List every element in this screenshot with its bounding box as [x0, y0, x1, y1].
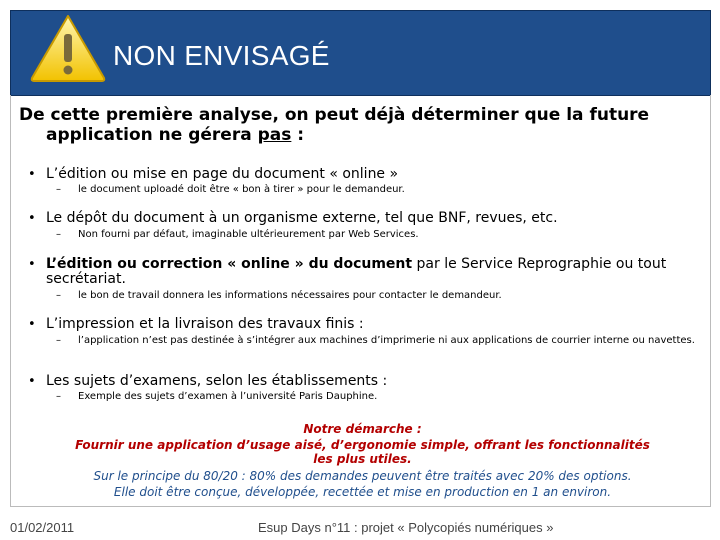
bullet-5: • — [28, 374, 36, 389]
bullet-4: • — [28, 317, 36, 332]
warning-icon — [28, 12, 108, 84]
intro-text — [19, 105, 679, 145]
dash-3: – — [56, 290, 61, 301]
item-1-title: L’édition ou mise en page du document « online » — [46, 166, 399, 182]
item-4-sub: l’application n’est pas destinée à s’intégrer aux machines d’imprimerie ni aux applications de courrier interne ou navettes. — [78, 335, 695, 346]
item-3-title-rest: par le Service Reprographie ou tout secrétariat. — [46, 256, 667, 287]
intro-pas: pas — [257, 125, 292, 145]
intro-line2b: : — [291, 125, 305, 145]
item-5-title: Les sujets d’examens, selon les établissements : — [46, 373, 388, 389]
conclusion-line2: Fournir une application d’usage aisé, d’ergonomie simple, offrant les fonctionnalités — [75, 438, 650, 452]
dash-4: – — [56, 335, 61, 346]
footer-date: 01/02/2011 — [10, 520, 75, 535]
item-4-title: L’impression et la livraison des travaux finis : — [46, 316, 364, 332]
footer-text: Esup Days n°11 : projet « Polycopiés numériques » — [258, 520, 554, 535]
conclusion-line5: Elle doit être conçue, développée, recettée et mise en production en 1 an environ. — [113, 485, 612, 499]
item-2-sub: Non fourni par défaut, imaginable ultérieurement par Web Services. — [78, 229, 419, 240]
item-3-sub: le bon de travail donnera les informations nécessaires pour contacter le demandeur. — [78, 290, 502, 301]
conclusion-line3: les plus utiles. — [313, 452, 412, 466]
item-3-title-bold: L’édition ou correction « online » du document — [46, 256, 413, 272]
intro-line2a: application ne gérera — [46, 125, 258, 145]
item-3-title — [46, 257, 686, 287]
intro-line1: De cette première analyse, on peut déjà déterminer que la future — [19, 105, 650, 125]
bullet-1: • — [28, 167, 36, 182]
bullet-2: • — [28, 211, 36, 226]
dash-5: – — [56, 391, 61, 402]
item-1-sub: le document uploadé doit être « bon à tirer » pour le demandeur. — [78, 184, 405, 195]
conclusion-line4: Sur le principe du 80/20 : 80% des demandes peuvent être traités avec 20% des options. — [93, 469, 632, 483]
item-5-sub: Exemple des sujets d’examen à l’université Paris Dauphine. — [78, 391, 378, 402]
dash-2: – — [56, 229, 61, 240]
conclusion-heading: Notre démarche : — [303, 422, 422, 436]
dash-1: – — [56, 184, 61, 195]
page-title: NON ENVISAGÉ — [113, 40, 330, 71]
item-2-title: Le dépôt du document à un organisme externe, tel que BNF, revues, etc. — [46, 210, 558, 226]
bullet-3: • — [28, 257, 36, 272]
